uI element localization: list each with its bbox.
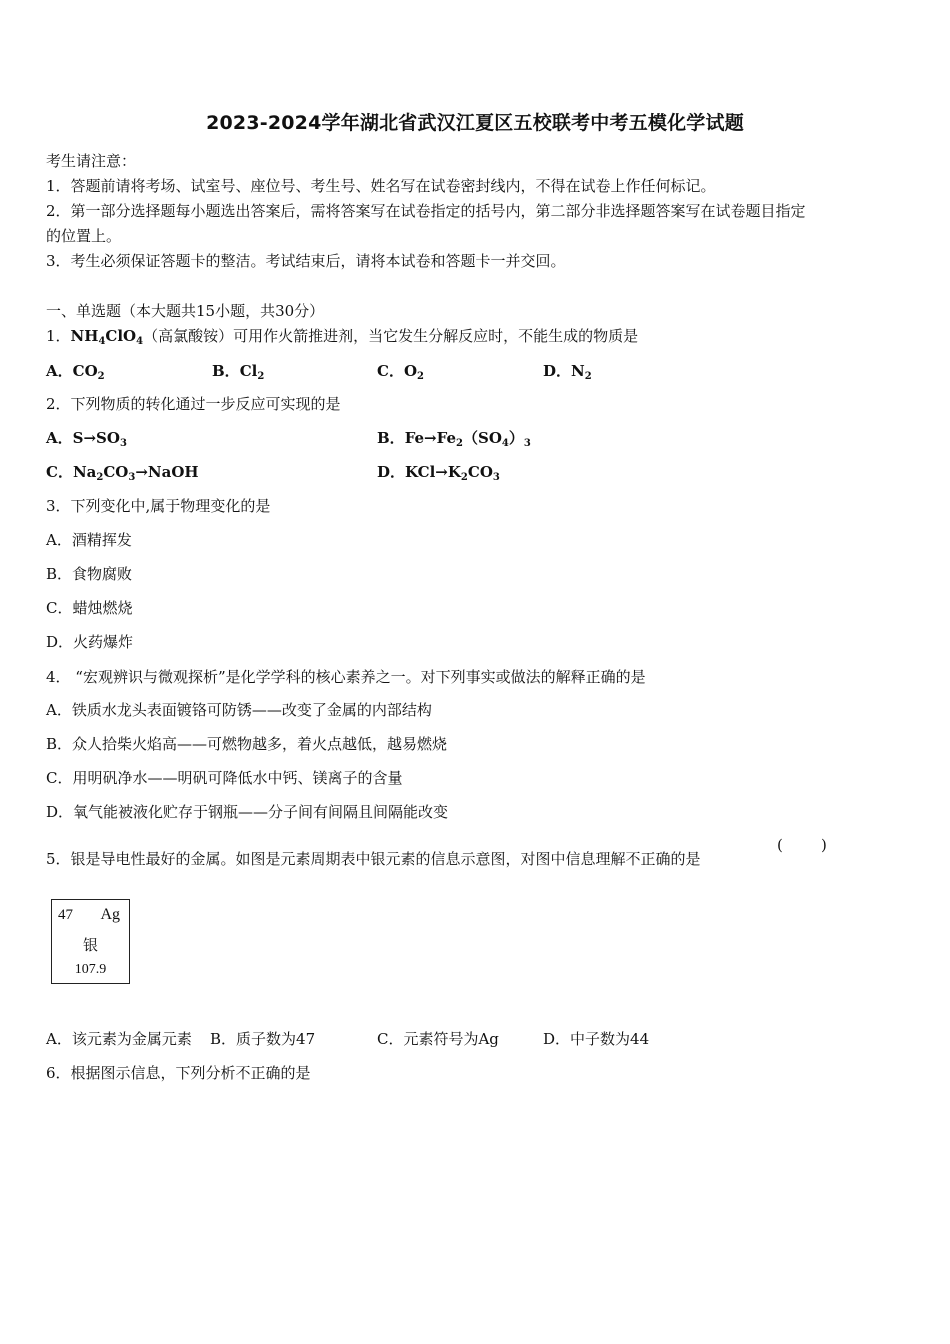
option-a[interactable]: A．酒精挥发 bbox=[46, 531, 132, 549]
option-a[interactable]: A．该元素为金属元素 bbox=[46, 1030, 192, 1048]
option-a[interactable]: A．$CO_2$ bbox=[46, 362, 105, 382]
option-c[interactable]: C．$O_2$ bbox=[377, 362, 424, 382]
notice-item: 1．答题前请将考场、试室号、座位号、考生号、姓名写在试卷密封线内，不得在试卷上作任何标记。 bbox=[46, 177, 716, 195]
question-3: 3．下列变化中,属于物理变化的是 bbox=[46, 497, 271, 515]
question-6: 6．根据图示信息，下列分析不正确的是 bbox=[46, 1064, 311, 1082]
page-title: 2023-2024学年湖北省武汉江夏区五校联考中考五模化学试题 bbox=[206, 112, 744, 134]
option-c[interactable]: C．$Na_2CO_3\to NaOH$ bbox=[46, 463, 199, 483]
question-1 bbox=[46, 326, 638, 346]
element-name: 银 bbox=[82, 938, 98, 954]
notice-heading: 考生请注意： bbox=[46, 152, 137, 170]
answer-parentheses: ( ) bbox=[777, 836, 827, 854]
question-text: （高氯酸铵）可用作火箭推进剂，当它发生分解反应时，不能生成的物质是 bbox=[143, 327, 639, 345]
notice-item: 3．考生必须保证答题卡的整洁。考试结束后，请将本试卷和答题卡一并交回。 bbox=[46, 252, 566, 270]
section-heading: 一、单选题（本大题共15小题，共30分） bbox=[46, 302, 325, 320]
option-c[interactable]: C．用明矾净水——明矾可降低水中钙、镁离子的含量 bbox=[46, 769, 403, 787]
option-b[interactable]: B．质子数为47 bbox=[210, 1030, 316, 1048]
question-number: 1． bbox=[46, 327, 71, 345]
option-a[interactable]: A．$S\to SO_3$ bbox=[46, 429, 127, 449]
option-d[interactable]: D．火药爆炸 bbox=[46, 633, 134, 651]
question-2: 2．下列物质的转化通过一步反应可实现的是 bbox=[46, 395, 341, 413]
option-b[interactable]: B．众人拾柴火焰高——可燃物越多，着火点越低，越易燃烧 bbox=[46, 735, 448, 753]
option-d[interactable]: D．$KCl\to K_2CO_3$ bbox=[377, 463, 500, 483]
option-d[interactable]: D．$N_2$ bbox=[543, 362, 592, 382]
option-b[interactable]: B．$Cl_2$ bbox=[212, 362, 265, 382]
element-symbol: Ag bbox=[100, 906, 120, 923]
option-b[interactable]: B．食物腐败 bbox=[46, 565, 133, 583]
atomic-mass: 107.9 bbox=[74, 962, 107, 977]
notice-item: 2．第一部分选择题每小题选出答案后，需将答案写在试卷指定的括号内，第二部分非选择题答案写在试卷题目指定 bbox=[46, 202, 806, 220]
question-4: 4． “宏观辨识与微观探析”是化学学科的核心素养之一。对下列事实或做法的解释正确的是 bbox=[46, 668, 646, 686]
question-5: 5．银是导电性最好的金属。如图是元素周期表中银元素的信息示意图，对图中信息理解不正确的是 bbox=[46, 850, 701, 868]
option-c[interactable]: C．蜡烛燃烧 bbox=[46, 599, 133, 617]
option-b[interactable]: B．$Fe\to Fe_2(SO_4)_3$ bbox=[377, 429, 531, 449]
option-a[interactable]: A．铁质水龙头表面镀铬可防锈——改变了金属的内部结构 bbox=[46, 701, 432, 719]
option-c[interactable]: C．元素符号为Ag bbox=[377, 1030, 499, 1048]
formula: $NH_4ClO_4$ bbox=[70, 327, 144, 347]
atomic-number: 47 bbox=[58, 907, 73, 923]
notice-item: 的位置上。 bbox=[46, 227, 122, 245]
option-d[interactable]: D．中子数为44 bbox=[543, 1030, 650, 1048]
element-card-silver bbox=[51, 899, 130, 984]
option-d[interactable]: D．氧气能被液化贮存于钢瓶——分子间有间隔且间隔能改变 bbox=[46, 803, 449, 821]
